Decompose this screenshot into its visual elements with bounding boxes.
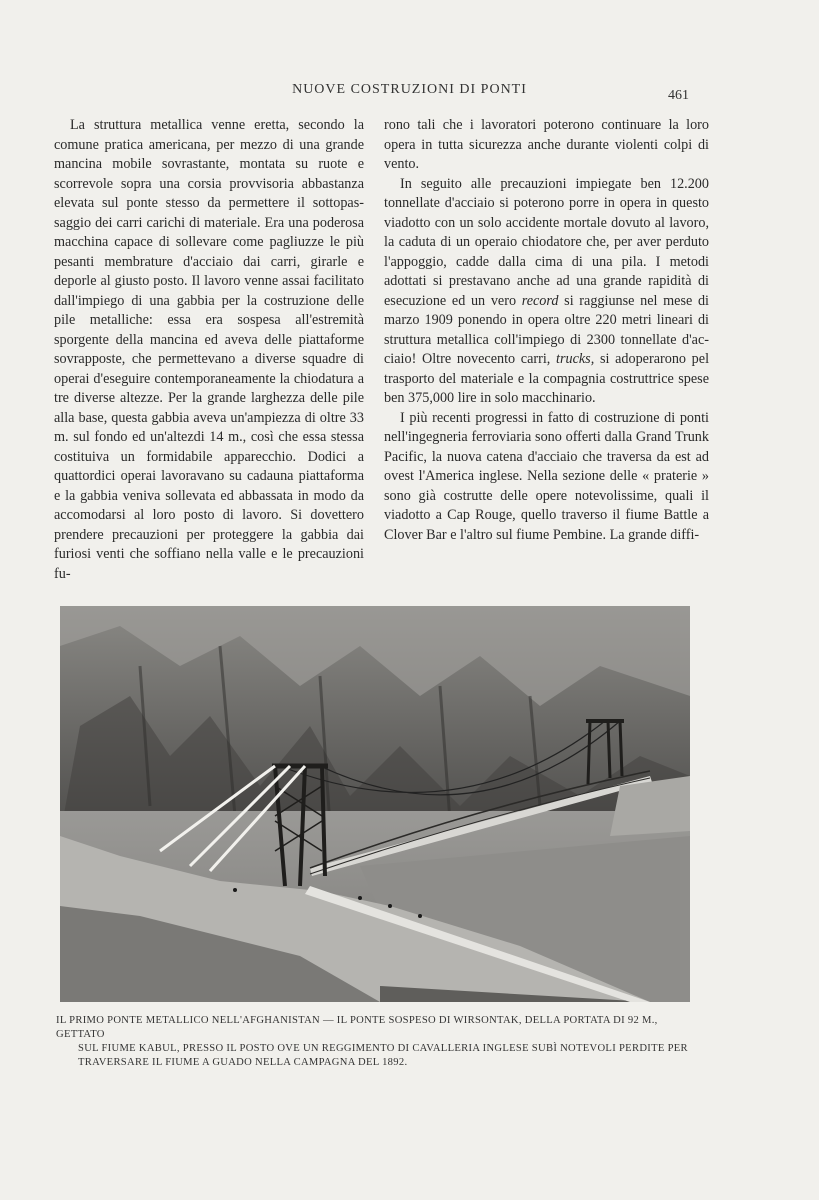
left-column — [54, 116, 364, 584]
italic-term: trucks, — [556, 351, 595, 367]
caption-line: SUL FIUME KABUL, PRESSO IL POSTO OVE UN REGGIMENTO DI CAVALLERIA INGLESE SUBÌ NOTEVOLI PERDITE PER — [78, 1043, 688, 1054]
figure-caption — [56, 1014, 696, 1070]
text-run: si raggiunse nel mese di marzo 1909 ponendo in opera oltre 220 metri lineari di struttura metallica coll'impiego di 2300 tonnellate d'acciaio! Oltre novecento carri, — [384, 292, 709, 367]
paragraph: I più recenti progressi in fatto di costruzione di ponti nell'ingegneria ferroviaria sono offerti dalla Grand Trunk Pacific, la nuova catena d'acciaio che traversa da est ad ovest l'America inglese. Nella sezione delle « praterie » sono già costrutte delle opere notevolissime, quali il viadotto a Cap Rouge, quello traverso il fiume Battle a Clover Bar e l'altro sul fiume Pembine. La grande diffi- — [384, 409, 709, 543]
page-number: 461 — [668, 88, 689, 103]
caption-line: IL PRIMO PONTE METALLICO NELL'AFGHANISTAN — IL PONTE SOSPESO DI WIRSONTAK, DELLA PORTATA DI 92 M., GETTATO — [56, 1015, 658, 1040]
italic-term: record — [521, 292, 559, 309]
photo-illustration — [60, 606, 690, 1002]
right-column — [384, 116, 709, 545]
paragraph — [384, 175, 709, 409]
running-head: NUOVE COSTRUZIONI DI PONTI — [292, 82, 527, 97]
text-run: In seguito alle precauzioni impiegate ben 12.200 tonnellate d'acciaio si poterono porre in opera in questo viadotto con un solo accidente mortale dovuto al lavoro, la caduta di un operaio chiodatore che, per aver perduto l'appoggio, cadde dalla cima di una pila. I metodi adottati si prestavano anche ad una grande rapidità di esecuzione ed un vero — [384, 175, 709, 309]
caption-line: TRAVERSARE IL FIUME A GUADO NELLA CAMPAGNA DEL 1892. — [78, 1057, 408, 1068]
paragraph-continuation: rono tali che i lavoratori poterono continuare la loro opera in tutta sicurezza anche durante violenti colpi di vento. — [384, 117, 709, 172]
bridge-photograph — [60, 606, 690, 1002]
paragraph: La struttura metallica venne eretta, secondo la comune pratica americana, per mezzo di una grande mancina mobile sovrastante, montata su ruote e scorrevole sopra una corsia provvisoria abbastanza elevata sul ponte stesso da permettere il sottopassaggio dei carri carichi di materiale. Era una poderosa macchina capace di sollevare come pagliuzze le più pesanti membrature d'acciaio dai carri, girarle e deporle al giusto posto. Il lavoro venne assai facilitato dall'impiego di una gabbia per la costruzione delle pile metalliche: essa era sospesa all'estremità sporgente della mancina ed aveva delle piattaforme sovrapposte, che permettevano a diverse squadre di operai d'eseguire contemporaneamente la chiodatura a tre diverse altezze. Per la grande larghezza delle pile alla base, questa gabbia aveva un'ampiezza di oltre 33 m. sul fondo ed un'altezdi 14 m., così che essa stessa costituiva un formidabile apparecchio. Dodici a quattordici operai lavoravano su cadauna piattaforma e la gabbia veniva sollevata ed abbassata in modo da accomodarsi al loro posto di lavoro. Si dovettero prendere precauzioni per proteggere la gabbia dai furiosi venti che soffiano nella valle e le precauzioni fu- — [54, 117, 364, 582]
text-run: si adoperarono pel trasporto del materiale e la compagnia costruttrice spese ben 375,000 lire in solo macchinario. — [384, 351, 710, 406]
